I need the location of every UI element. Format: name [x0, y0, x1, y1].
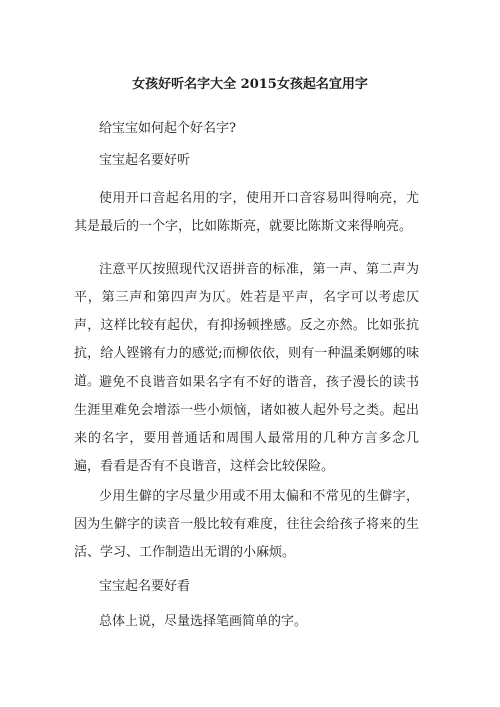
paragraph-homophones: 避免不良谐音如果名字有不好的谐音，孩子漫长的读书生涯里难免会增添一些小烦恼，诸如被人起外号之类。起出来的名字，要用普通话和周围人最常用的几种方言多念几遍，看看是否有不良谐音，这样会比较保险。: [74, 375, 419, 474]
paragraph-open-vowels: 使用开口音起名用的字，使用开口音容易叫得响亮，尤其是最后的一个字，比如陈斯亮，就要比陈斯文来得响亮。: [74, 191, 419, 234]
paragraph-rare-characters: 少用生僻的字尽量少用或不用太偏和不常见的生僻字，因为生僻字的读音一般比较有难度，往往会给孩子将来的生活、学习、工作制造出无谓的小麻烦。: [74, 489, 419, 560]
section-heading-sound: 宝宝起名要好听: [99, 153, 191, 168]
question-line: 给宝宝如何起个好名字?: [99, 121, 236, 136]
paragraph-tones: 注意平仄按照现代汉语拼音的标准，第一声、第二声为平，第三声和第四声为仄。姓若是平声，名字可以考虑仄声，这样比较有起伏，有抑扬顿挫感。反之亦然。比如张抗抗，给人铿锵有力的感觉;而柳依依，则有一种温柔婀娜的味道。: [74, 262, 419, 389]
section-heading-appearance: 宝宝起名要好看: [99, 579, 191, 594]
paragraph-simple-strokes: 总体上说，尽量选择笔画简单的字。: [99, 614, 308, 629]
document-title: 女孩好听名字大全 2015女孩起名宜用字: [132, 77, 368, 92]
